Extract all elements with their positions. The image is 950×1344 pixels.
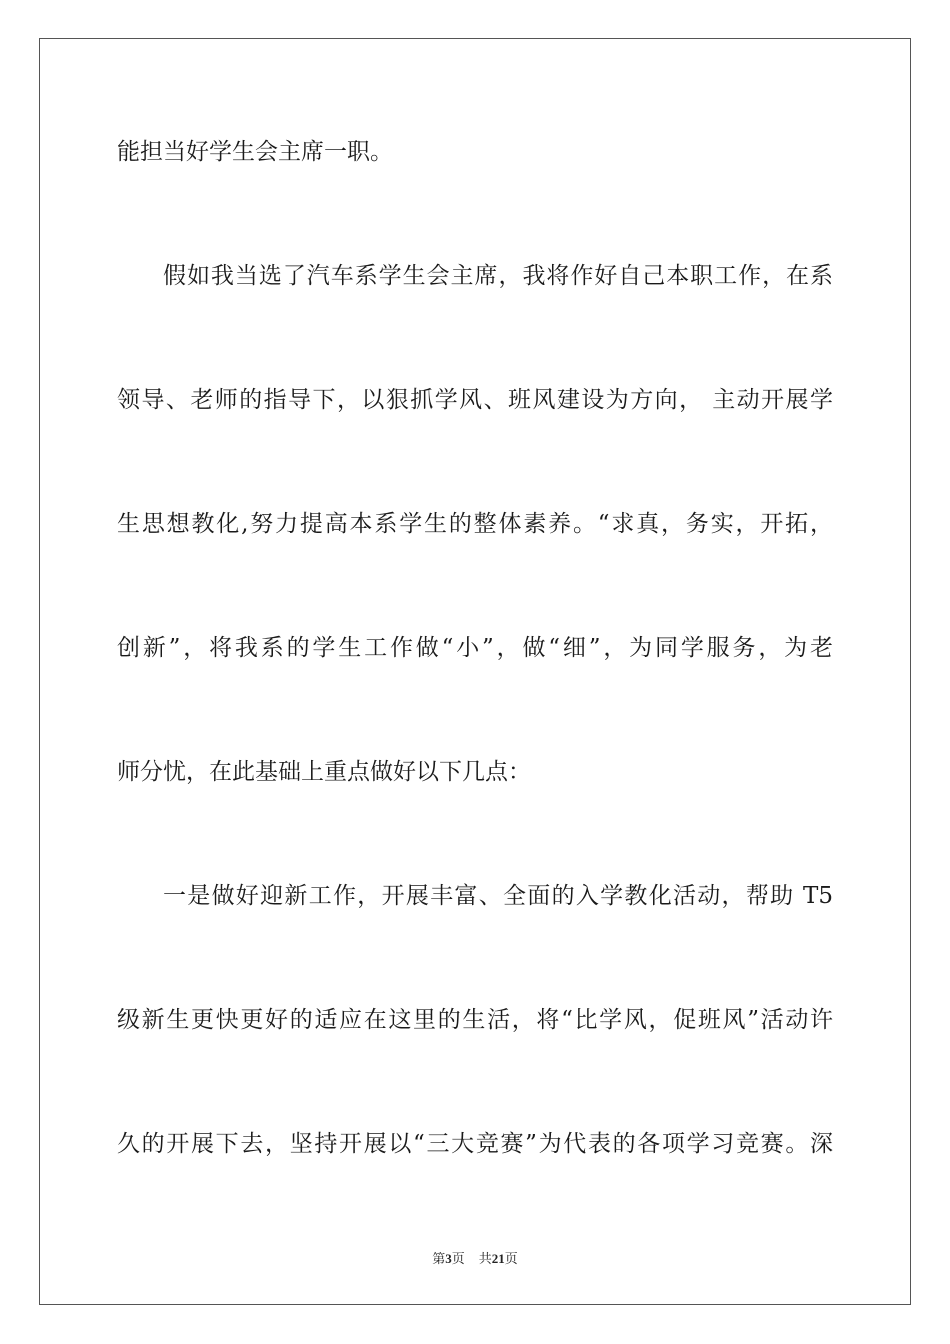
page-label-suffix: 页 [451,1251,465,1266]
total-label-prefix: 共 [478,1251,492,1266]
page-number: 3 [445,1251,452,1266]
text-line-5: 创新”，将我系的学生工作做“小”，做“细”，为同学服务，为老 [117,635,833,661]
page-frame [39,38,911,1305]
total-label-suffix: 页 [504,1251,518,1266]
page-footer [0,1248,950,1267]
text-line-4: 生思想教化,努力提高本系学生的整体素养。“求真，务实，开拓， [117,511,833,537]
page-label-prefix: 第 [432,1251,446,1266]
text-line-1: 能担当好学生会主席一职。 [117,139,393,165]
text-line-9: 久的开展下去，坚持开展以“三大竞赛”为代表的各项学习竞赛。深 [117,1131,833,1157]
text-line-8: 级新生更快更好的适应在这里的生活，将“比学风，促班风”活动许 [117,1007,833,1033]
text-line-2: 假如我当选了汽车系学生会主席，我将作好自己本职工作，在系 [163,263,833,289]
text-line-7: 一是做好迎新工作，开展丰富、全面的入学教化活动，帮助 T5 [163,883,833,909]
text-line-6: 师分忧，在此基础上重点做好以下几点： [117,759,531,785]
text-line-3: 领导、老师的指导下，以狠抓学风、班风建设为方向， 主动开展学 [117,387,833,413]
total-pages: 21 [491,1251,505,1266]
